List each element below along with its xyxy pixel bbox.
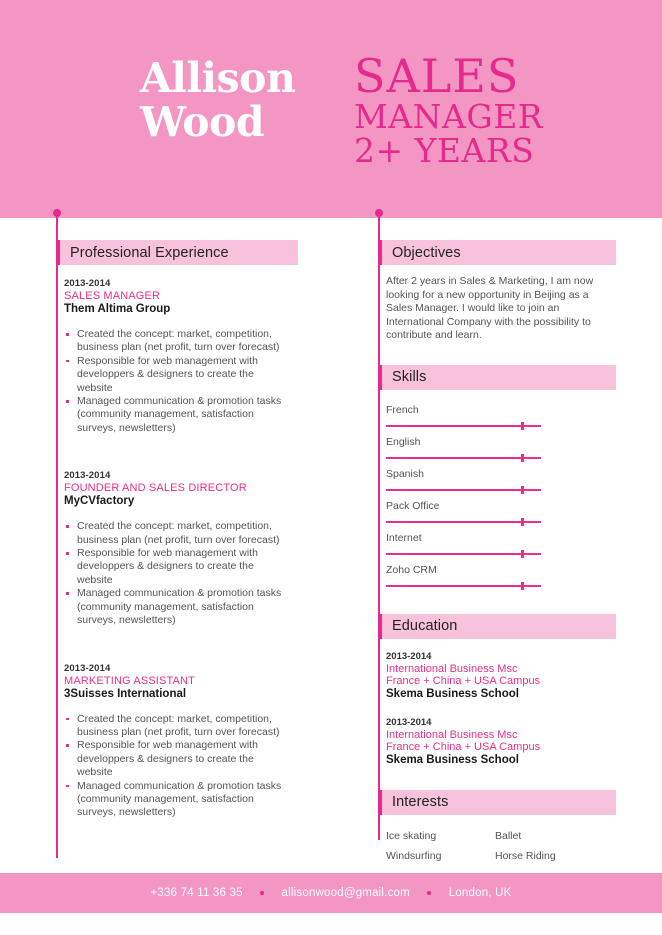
experience-bullet: Managed communication & promotion tasks (community management, satisfaction surveys, newsletters) (64, 780, 286, 820)
interest-item: Windsurfing (386, 849, 442, 862)
experience-dates: 2013-2014 (64, 278, 111, 289)
skill-bar[interactable] (386, 550, 541, 558)
experience-title: SALES MANAGER (64, 290, 161, 302)
skill-bar-track (386, 553, 541, 556)
interest-item: Horse Riding (495, 849, 556, 862)
skill-row (386, 494, 604, 526)
skill-bar[interactable] (386, 486, 541, 494)
skill-bar-track (386, 457, 541, 460)
experience-bullet: Managed communication & promotion tasks (community management, satisfaction surveys, newsletters) (64, 587, 286, 627)
experience-company: 3Suisses International (64, 687, 187, 700)
header-content (140, 49, 620, 171)
experience-item (64, 663, 286, 820)
experience-bullet: Created the concept: market, competition, business plan (net profit, turn over forecast) (64, 520, 286, 547)
right-column (386, 240, 604, 866)
skill-bar[interactable] (386, 422, 541, 430)
right-timeline-dot (375, 209, 383, 217)
section-title-objectives: Objectives (392, 244, 461, 261)
skill-level-marker[interactable] (521, 486, 524, 494)
skill-bar[interactable] (386, 582, 541, 590)
skill-label: English (386, 435, 421, 448)
separator-dot-icon (260, 891, 264, 895)
experience-company: MyCVfactory (64, 495, 135, 508)
interest-item: Ice skating (386, 829, 437, 842)
skill-bar-track (386, 521, 541, 524)
contact-location[interactable]: London, UK (448, 887, 512, 899)
skill-label: Zoho CRM (386, 563, 437, 576)
interest-item: Ballet (495, 829, 522, 842)
education-dates: 2013-2014 (386, 716, 432, 728)
skill-bar[interactable] (386, 518, 541, 526)
skill-bar[interactable] (386, 454, 541, 462)
footer-contact-line (151, 887, 512, 899)
objectives-text: After 2 years in Sales & Marketing, I am now looking for a new opportunity in Beijing as a Sales Manager. I would like to join an International Company with the possibility to contribute and learn. (386, 275, 594, 342)
skill-level-marker[interactable] (521, 454, 524, 462)
section-title-skills: Skills (392, 369, 427, 386)
skill-bar-track (386, 425, 541, 428)
experience-item (64, 278, 286, 435)
experience-dates: 2013-2014 (64, 470, 111, 482)
left-timeline-rail (56, 212, 58, 858)
skill-level-marker[interactable] (521, 422, 524, 430)
experience-company: Them Altima Group (64, 303, 171, 315)
section-title-interests: Interests (392, 794, 449, 811)
experience-bullets (64, 328, 286, 435)
candidate-headline (354, 49, 544, 171)
skills-list (386, 398, 604, 590)
interests-list (386, 826, 604, 866)
skill-level-marker[interactable] (521, 582, 524, 590)
skill-label: French (386, 403, 419, 416)
education-dates: 2013-2014 (386, 650, 432, 662)
skill-label: Pack Office (386, 499, 440, 512)
experience-bullet: Responsible for web management with developpers & designers to create the website (64, 547, 286, 587)
headline-line-2: MANAGER (354, 97, 544, 137)
experience-bullet: Responsible for web management with developpers & designers to create the website (64, 355, 286, 395)
education-item (386, 717, 604, 766)
experience-bullets (64, 713, 286, 820)
experience-bullet: Created the concept: market, competition, business plan (net profit, turn over forecast) (64, 713, 286, 740)
name-last: Wood (140, 98, 265, 146)
skill-row (386, 398, 604, 430)
skill-bar-track (386, 585, 541, 588)
skill-label: Spanish (386, 467, 424, 480)
skill-level-marker[interactable] (521, 550, 524, 558)
skill-level-marker[interactable] (521, 518, 524, 526)
education-campus: France + China + USA Campus (386, 674, 541, 687)
left-column (64, 240, 286, 820)
skill-row (386, 526, 604, 558)
experience-dates: 2013-2014 (64, 662, 111, 674)
education-school: Skema Business School (386, 687, 519, 700)
contact-footer (0, 873, 662, 913)
education-degree: International Business Msc (386, 728, 518, 741)
experience-bullet: Created the concept: market, competition, business plan (net profit, turn over forecast) (64, 328, 286, 355)
separator-dot-icon (427, 891, 431, 895)
candidate-name (140, 52, 336, 144)
left-timeline-dot (53, 209, 61, 217)
skill-row (386, 558, 604, 590)
education-campus: France + China + USA Campus (386, 740, 541, 753)
section-header-education (378, 614, 616, 639)
experience-title: FOUNDER AND SALES DIRECTOR (64, 482, 247, 495)
experience-bullet: Managed communication & promotion tasks (community management, satisfaction surveys, newsletters) (64, 395, 286, 435)
section-header-objectives (378, 240, 616, 265)
skill-row (386, 430, 604, 462)
header-banner (0, 0, 662, 218)
section-title-professional-experience: Professional Experience (70, 244, 229, 261)
skill-row (386, 462, 604, 494)
spacer (64, 628, 286, 650)
section-title-education: Education (392, 618, 458, 635)
headline-line-1: SALES (354, 49, 520, 103)
headline-line-3: 2+ YEARS (354, 131, 535, 171)
section-header-professional-experience (56, 240, 298, 265)
education-item (386, 651, 604, 700)
skill-label: Internet (386, 531, 422, 544)
spacer (64, 435, 286, 457)
education-degree: International Business Msc (386, 662, 518, 675)
education-school: Skema Business School (386, 753, 519, 766)
experience-item (64, 470, 286, 627)
contact-phone[interactable]: +336 74 11 36 35 (150, 887, 243, 899)
name-first: Allison (140, 54, 296, 102)
experience-bullets (64, 520, 286, 627)
section-header-interests (378, 790, 616, 815)
section-header-skills (378, 365, 616, 390)
skill-bar-track (386, 489, 541, 492)
experience-title: MARKETING ASSISTANT (64, 674, 195, 687)
contact-email[interactable]: allisonwood@gmail.com (281, 887, 410, 899)
experience-bullet: Responsible for web management with developpers & designers to create the website (64, 739, 286, 779)
right-timeline-rail (378, 212, 380, 840)
